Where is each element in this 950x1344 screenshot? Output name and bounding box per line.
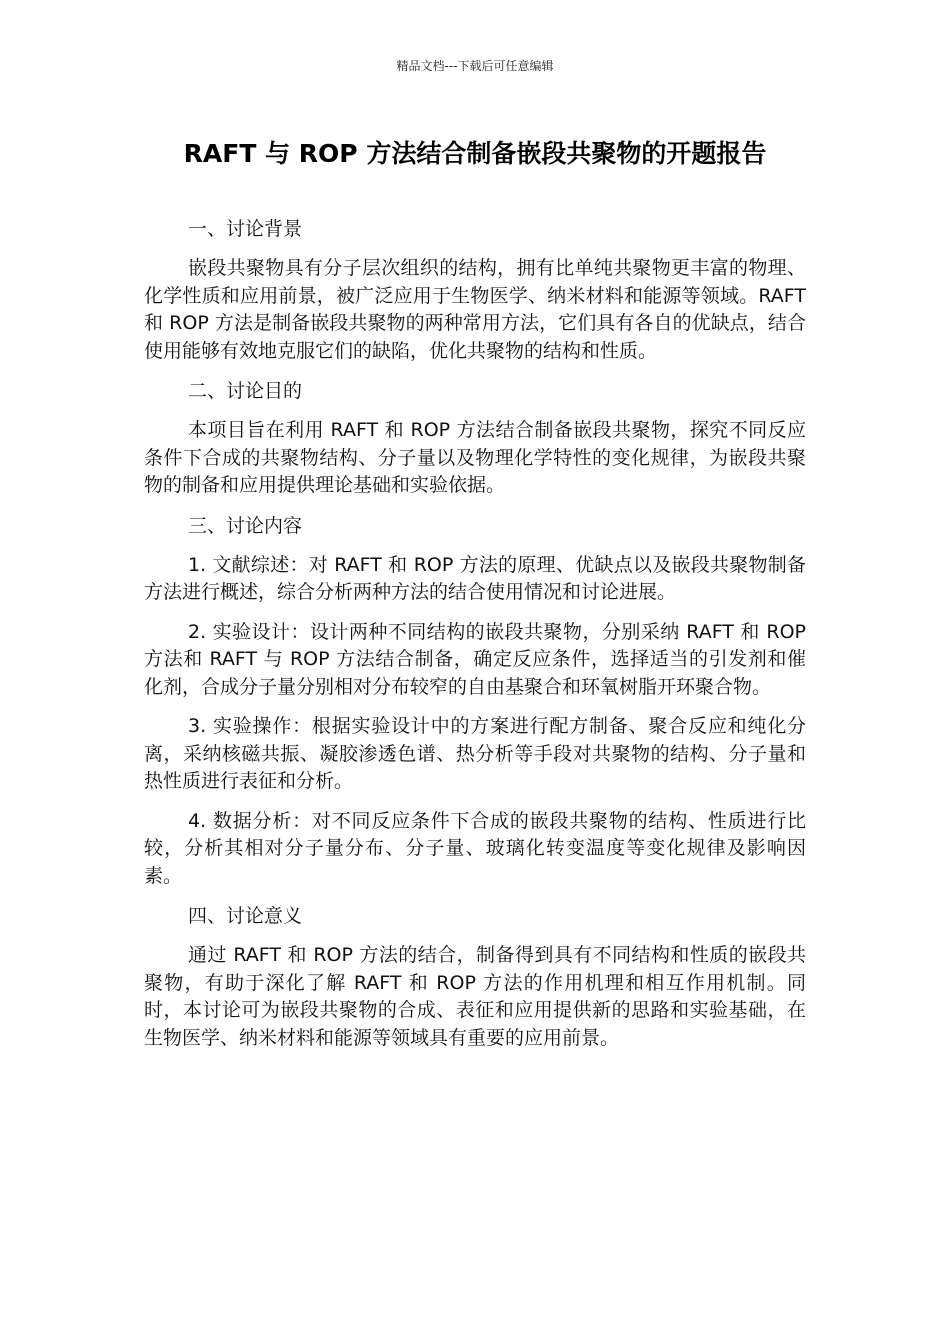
document-title: RAFT 与 ROP 方法结合制备嵌段共聚物的开题报告	[183, 139, 767, 168]
section-purpose	[144, 377, 806, 500]
list-item-experiment-design: 2. 实验设计：设计两种不同结构的嵌段共聚物，分别采纳 RAFT 和 ROP 方法和 RAFT 与 ROP 方法结合制备，确定反应条件，选择适当的引发剂和催化剂，合成分子量分别相对分布较窄的自由基聚合和环氧树脂开环聚合物。	[144, 620, 806, 698]
section-heading: 四、讨论意义	[188, 905, 303, 927]
section-significance	[144, 902, 806, 1052]
list-item-literature-review: 1. 文献综述：对 RAFT 和 ROP 方法的原理、优缺点以及嵌段共聚物制备方法进行概述，综合分析两种方法的结合使用情况和讨论进展。	[144, 553, 806, 603]
document-body	[144, 215, 806, 1064]
section-background	[144, 215, 806, 365]
page-header: 精品文档---下载后可任意编辑	[396, 59, 554, 73]
list-item-data-analysis: 4. 数据分析：对不同反应条件下合成的嵌段共聚物的结构、性质进行比较，分析其相对分子量分布、分子量、玻璃化转变温度等变化规律及影响因素。	[144, 809, 806, 887]
section-heading: 三、讨论内容	[188, 514, 303, 537]
section-heading: 一、讨论背景	[188, 218, 303, 240]
section-content	[144, 512, 806, 891]
paragraph: 本项目旨在利用 RAFT 和 ROP 方法结合制备嵌段共聚物，探究不同反应条件下合成的共聚物结构、分子量以及物理化学特性的变化规律，为嵌段共聚物的制备和应用提供理论基础和实验依据。	[144, 419, 806, 496]
list-item-experiment-operation: 3. 实验操作：根据实验设计中的方案进行配方制备、聚合反应和纯化分离，采纳核磁共振、凝胶渗透色谱、热分析等手段对共聚物的结构、分子量和热性质进行表征和分析。	[144, 715, 806, 792]
paragraph: 通过 RAFT 和 ROP 方法的结合，制备得到具有不同结构和性质的嵌段共聚物，有助于深化了解 RAFT 和 ROP 方法的作用机理和相互作用机制。同时，本讨论可为嵌段共聚物的合成、表征和应用提供新的思路和实验基础，在生物医学、纳米材料和能源等领域具有重要的应用前景。	[144, 944, 806, 1049]
section-heading: 二、讨论目的	[188, 380, 303, 402]
paragraph: 嵌段共聚物具有分子层次组织的结构，拥有比单纯共聚物更丰富的物理、化学性质和应用前景，被广泛应用于生物医学、纳米材料和能源等领域。RAFT 和 ROP 方法是制备嵌段共聚物的两种常用方法，它们具有各自的优缺点，结合使用能够有效地克服它们的缺陷，优化共聚物的结构和性质。	[144, 257, 806, 362]
